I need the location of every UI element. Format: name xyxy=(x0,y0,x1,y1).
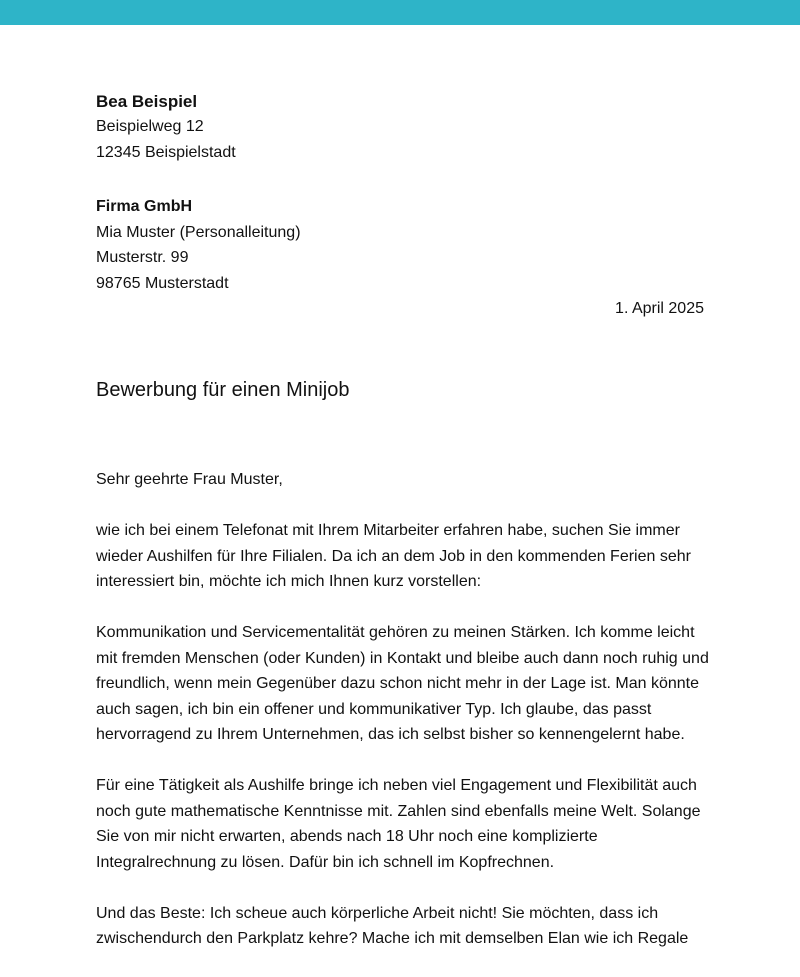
sender-address-block xyxy=(96,90,716,165)
letter-subject: Bewerbung für einen Minijob xyxy=(96,379,350,401)
recipient-company: Firma GmbH xyxy=(96,198,193,215)
recipient-street: Musterstr. 99 xyxy=(96,249,189,266)
sender-city: 12345 Beispielstadt xyxy=(96,143,236,161)
sender-name: Bea Beispiel xyxy=(96,92,198,111)
recipient-contact: Mia Muster (Personalleitung) xyxy=(96,223,301,241)
letter-date: 1. April 2025 xyxy=(615,300,704,317)
recipient-city: 98765 Musterstadt xyxy=(96,274,229,292)
letter-body xyxy=(96,467,711,977)
accent-top-bar xyxy=(0,0,800,25)
body-paragraph-intro: wie ich bei einem Telefonat mit Ihrem Mitarbeiter erfahren habe, suchen Sie immer wieder Aushilfen für Ihre Filialen. Da ich an dem Job in den kommenden Ferien sehr interessiert bin, möchte ich mich Ihnen kurz vorstellen: xyxy=(96,522,691,590)
sender-street: Beispielweg 12 xyxy=(96,118,204,135)
body-paragraph-skills: Für eine Tätigkeit als Aushilfe bringe ich neben viel Engagement und Flexibilität auch noch gute mathematische Kenntnisse mit. Zahlen sind ebenfalls meine Welt. Solange Sie von mir nicht erwarten, abends nach 18 Uhr noch eine komplizierte Integralrechnung zu lösen. Dafür bin ich schnell im Kopfrechnen. xyxy=(96,777,701,871)
recipient-address-block xyxy=(96,194,716,296)
salutation: Sehr geehrte Frau Muster, xyxy=(96,471,283,488)
body-paragraph-physical-work: Und das Beste: Ich scheue auch körperliche Arbeit nicht! Sie möchten, dass ich zwischendurch den Parkplatz kehre? Mache ich mit demselben Elan wie ich Regale xyxy=(96,904,689,947)
body-paragraph-strengths: Kommunikation und Servicementalität gehören zu meinen Stärken. Ich komme leicht mit fremden Menschen (oder Kunden) in Kontakt und bleibe auch dann noch ruhig und freundlich, wenn mein Gegenüber dazu schon nicht mehr in der Lage ist. Man könnte auch sagen, ich bin ein offener und kommunikativer Typ. Ich glaube, das passt hervorragend zu Ihrem Unternehmen, das ich selbst bisher so kennengelernt habe. xyxy=(96,624,709,743)
